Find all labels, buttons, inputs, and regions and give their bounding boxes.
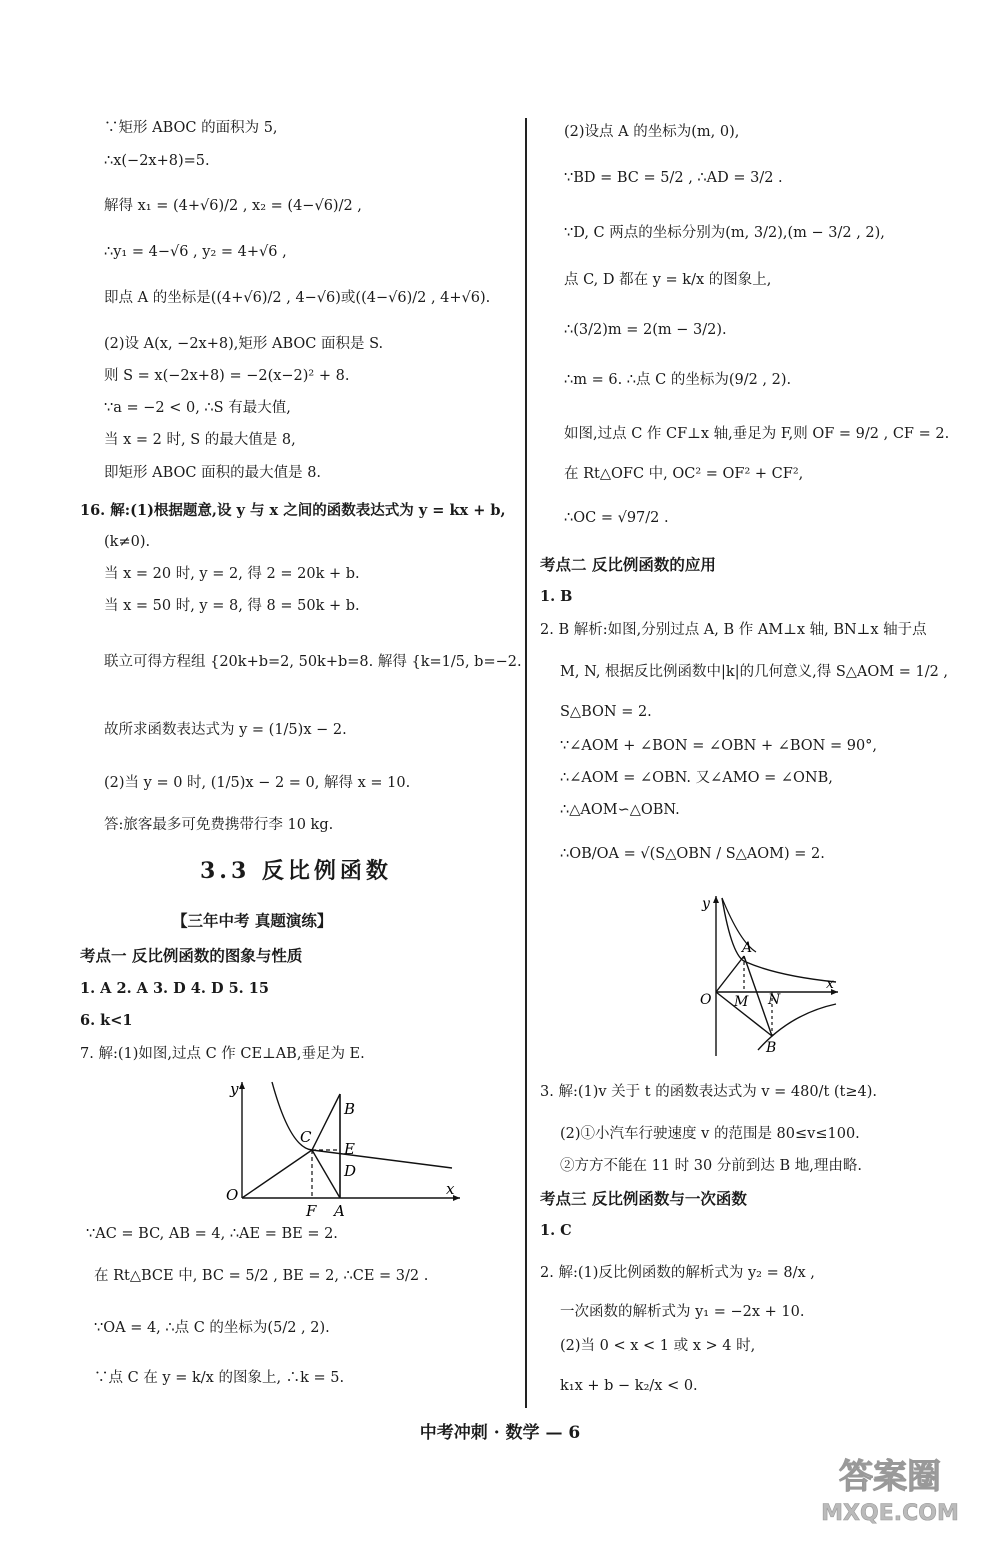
text-line: 当 x = 20 时, y = 2, 得 2 = 20k + b. [104,566,360,582]
text-line: ∵a = −2 < 0, ∴S 有最大值, [104,400,291,416]
label-F: F [306,1202,317,1218]
text-line: ∴(3/2)m = 2(m − 3/2). [564,322,727,338]
label-B: B [766,1040,777,1056]
text-line: ∵∠AOM + ∠BON = ∠OBN + ∠BON = 90°, [560,738,878,754]
text-line: ②方方不能在 11 时 30 分前到达 B 地,理由略. [560,1158,862,1174]
text-line: ∵AC = BC, AB = 4, ∴AE = BE = 2. [86,1226,338,1242]
label-B: B [344,1100,356,1118]
k2-answer-1: 1. B [540,588,573,605]
text-line: 一次函数的解析式为 y₁ = −2x + 10. [560,1304,805,1320]
label-O: O [700,992,712,1008]
text-line: k₁x + b − k₂/x < 0. [560,1378,698,1394]
label-D: D [344,1162,357,1180]
text-line: S△BON = 2. [560,704,652,720]
label-y: y [230,1080,239,1098]
question-16: 16. 解:(1)根据题意,设 y 与 x 之间的函数表达式为 y = kx + b, [80,502,506,519]
text-line: 故所求函数表达式为 y = (1/5)x − 2. [104,722,347,738]
text-line: (k≠0). [104,534,151,550]
watermark-url: MXQE.COM [821,1501,959,1526]
figure-k2-q2 [698,892,848,1062]
text-line: (2)当 0 < x < 1 或 x > 4 时, [560,1338,756,1354]
page-footer: 中考冲刺 · 数学 — 6 [419,1423,581,1443]
text-line: ∴y₁ = 4−√6 , y₂ = 4+√6 , [104,244,287,260]
kaodian-1: 考点一 反比例函数的图象与性质 [80,947,303,965]
banner: 【三年中考 真题演练】 [172,912,333,930]
kaodian-2: 考点二 反比例函数的应用 [540,556,716,574]
label-x: x [446,1180,455,1198]
label-x: x [826,976,834,992]
label-O: O [226,1186,239,1204]
text-line: 在 Rt△BCE 中, BC = 5/2 , BE = 2, ∴CE = 3/2 . [94,1268,429,1284]
text-line: 则 S = x(−2x+8) = −2(x−2)² + 8. [104,368,350,384]
text-line: ∴OB/OA = √(S△OBN / S△AOM) = 2. [560,846,825,862]
column-divider [525,118,527,1408]
equation-system: 联立可得方程组 {20k+b=2, 50k+b=8. 解得 {k=1/5, b=−2. [104,654,522,670]
text-line: 即矩形 ABOC 面积的最大值是 8. [104,465,322,481]
text-line: ∴△AOM∽△OBN. [560,802,680,818]
text-line: ∵矩形 ABOC 的面积为 5, [104,120,278,136]
question-7: 7. 解:(1)如图,过点 C 作 CE⊥AB,垂足为 E. [80,1046,365,1062]
kaodian-3: 考点三 反比例函数与一次函数 [540,1190,747,1208]
text-line: ∵BD = BC = 5/2 , ∴AD = 3/2 . [564,170,783,186]
label-M: M [734,994,749,1010]
text-line: ∴m = 6. ∴点 C 的坐标为(9/2 , 2). [564,372,792,388]
text-line: ∵OA = 4, ∴点 C 的坐标为(5/2 , 2). [94,1320,330,1336]
text-line: ∴OC = √97/2 . [564,510,669,526]
text-line: ∴x(−2x+8)=5. [104,153,210,169]
k3-answer-1: 1. C [540,1222,572,1239]
text-line: 在 Rt△OFC 中, OC² = OF² + CF², [564,466,804,482]
text-line: (2)①小汽车行驶速度 v 的范围是 80≤v≤100. [560,1126,860,1142]
text-line: 如图,过点 C 作 CF⊥x 轴,垂足为 F,则 OF = 9/2 , CF = 2. [564,426,950,442]
label-y: y [702,896,710,912]
text-line: ∴∠AOM = ∠OBN. 又∠AMO = ∠ONB, [560,770,833,786]
text-line: (2)设 A(x, −2x+8),矩形 ABOC 面积是 S. [104,336,384,352]
text-line: ∵D, C 两点的坐标分别为(m, 3/2),(m − 3/2 , 2), [564,225,885,241]
section-title: 3.3 反比例函数 [200,858,392,884]
answers-1-5: 1. A 2. A 3. D 4. D 5. 15 [80,980,269,997]
text-line: ∵点 C 在 y = k/x 的图象上, ∴k = 5. [94,1370,345,1386]
label-E: E [344,1140,355,1158]
figure-q7 [220,1078,470,1218]
text-line: 解得 x₁ = (4+√6)/2 , x₂ = (4−√6)/2 , [104,198,362,214]
text-line: 点 C, D 都在 y = k/x 的图象上, [564,272,772,288]
text-line: 即点 A 的坐标是((4+√6)/2 , 4−√6)或((4−√6)/2 , 4+√6). [104,290,491,306]
text-line: (2)设点 A 的坐标为(m, 0), [564,124,740,140]
label-C: C [300,1128,312,1146]
answer-line: 答:旅客最多可免费携带行李 10 kg. [104,817,334,833]
text-line: M, N, 根据反比例函数中|k|的几何意义,得 S△AOM = 1/2 , [560,664,949,680]
label-N: N [768,992,781,1008]
k3-answer-2: 2. 解:(1)反比例函数的解析式为 y₂ = 8/x , [540,1265,815,1281]
k2-answer-2: 2. B 解析:如图,分别过点 A, B 作 AM⊥x 轴, BN⊥x 轴于点 [540,622,927,638]
text-line: 当 x = 50 时, y = 8, 得 8 = 50k + b. [104,598,360,614]
k2-answer-3: 3. 解:(1)v 关于 t 的函数表达式为 v = 480/t (t≥4). [540,1084,878,1100]
label-A: A [742,940,753,956]
answer-6: 6. k<1 [80,1012,133,1029]
watermark-text: 答案圈 [839,1457,941,1497]
label-A: A [334,1202,345,1218]
text-line: 当 x = 2 时, S 的最大值是 8, [104,432,296,448]
watermark-logo [795,1448,985,1528]
text-line: (2)当 y = 0 时, (1/5)x − 2 = 0, 解得 x = 10. [104,775,411,791]
